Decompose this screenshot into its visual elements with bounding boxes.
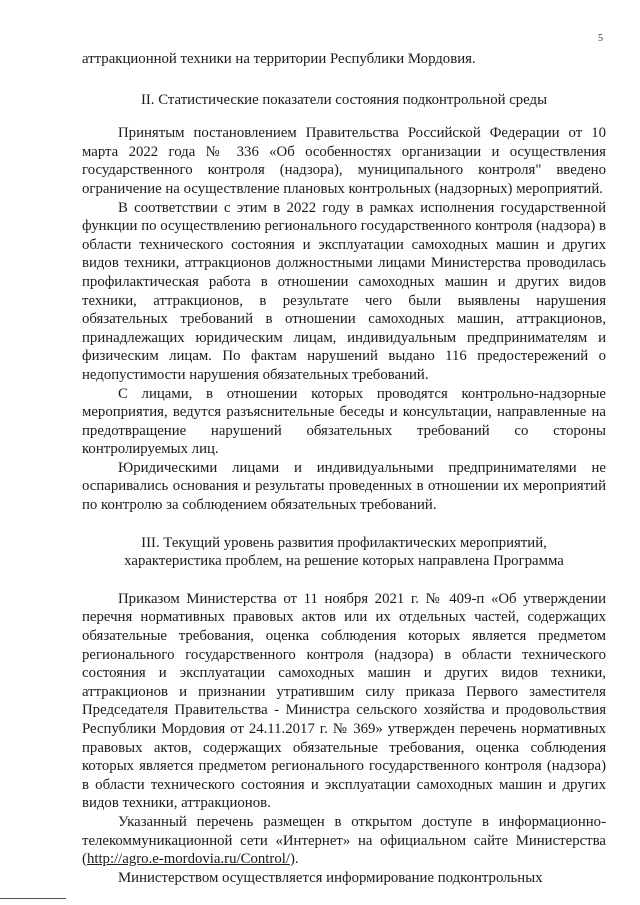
paragraph-consultations: С лицами, в отношении которых проводятся контрольно-надзорные мероприятия, ведутся разъяснительные беседы и консультации, направленные на предотвращение нарушений обязательных требований со стороны контролируемых лиц. <box>82 385 606 458</box>
footer-rule <box>0 898 66 899</box>
section-heading-prevention <box>82 534 606 571</box>
document-body <box>82 50 606 887</box>
paragraph-order: Приказом Министерства от 11 ноября 2021 г. № 409-п «Об утверждении перечня нормативных правовых актов или их отдельных частей, содержащих обязательные требования, оценка соблюдения которых является предметом регионального государственного контроля (надзора) в области технического состояния и эксплуатации самоходных машин и других видов техники, аттракционов и признании утратившим силу приказа Первого заместителя Председателя Правительства - Министра сельского хозяйства и продовольствия Республики Мордовия от 24.11.2017 г. № 369» утвержден перечень нормативных правовых актов, содержащих обязательные требования, оценка соблюдения которых является предметом регионального государственного контроля (надзора) в области технического состояния и эксплуатации самоходных машин и других видов техники, аттракционов. <box>82 590 606 812</box>
paragraph-continuation: аттракционной техники на территории Республики Мордовия. <box>82 51 476 67</box>
paragraph-no-disputes: Юридическими лицами и индивидуальными предпринимателями не оспаривались основания и результаты проведенных в отношении их мероприятий по контролю за соблюдением обязательных требований. <box>82 459 606 514</box>
paragraph-published-list <box>82 813 606 869</box>
paragraph-text: ). <box>289 851 299 868</box>
paragraph-resolution: Принятым постановлением Правительства Российской Федерации от 10 марта 2022 года № 336 «Об особенностях организации и осуществления государственного контроля (надзора), муниципального контроля" введено ограничение на осуществление плановых контрольных (надзорных) мероприятий. <box>82 125 606 197</box>
page-number: 5 <box>598 33 603 44</box>
ministry-website-link[interactable]: http://agro.e-mordovia.ru/Control/ <box>86 851 290 868</box>
paragraph-preventive-work: В соответствии с этим в 2022 году в рамках исполнения государственной функции по осуществлению регионального государственного контроля (надзора) в области технического состояния и эксплуатации самоходных машин и других видов техники, аттракционов должностными лицами Министерства проводилась профилактическая работа в отношении самоходных машин и других видов техники, аттракционов, в результате чего были выявлены нарушения обязательных требований в отношении самоходных машин, аттракционов, принадлежащих юридическим лицам, индивидуальным предпринимателям и физическим лицам. По фактам нарушений выдано 116 предостережений о недопустимости нарушения обязательных требований. <box>82 199 606 383</box>
paragraph-text: Указанный перечень размещен в открытом доступе в информационно-телекоммуникационной сети «Интернет» на официальном сайте Министерства ( <box>82 813 606 868</box>
section-heading-line: III. Текущий уровень развития профилактических мероприятий, <box>141 534 547 551</box>
section-heading-statistics: II. Статистические показатели состояния подконтрольной среды <box>140 91 548 108</box>
paragraph-informing: Министерством осуществляется информирование подконтрольных <box>118 869 543 886</box>
section-heading-line: характеристика проблем, на решение которых направлена Программа <box>124 553 564 570</box>
